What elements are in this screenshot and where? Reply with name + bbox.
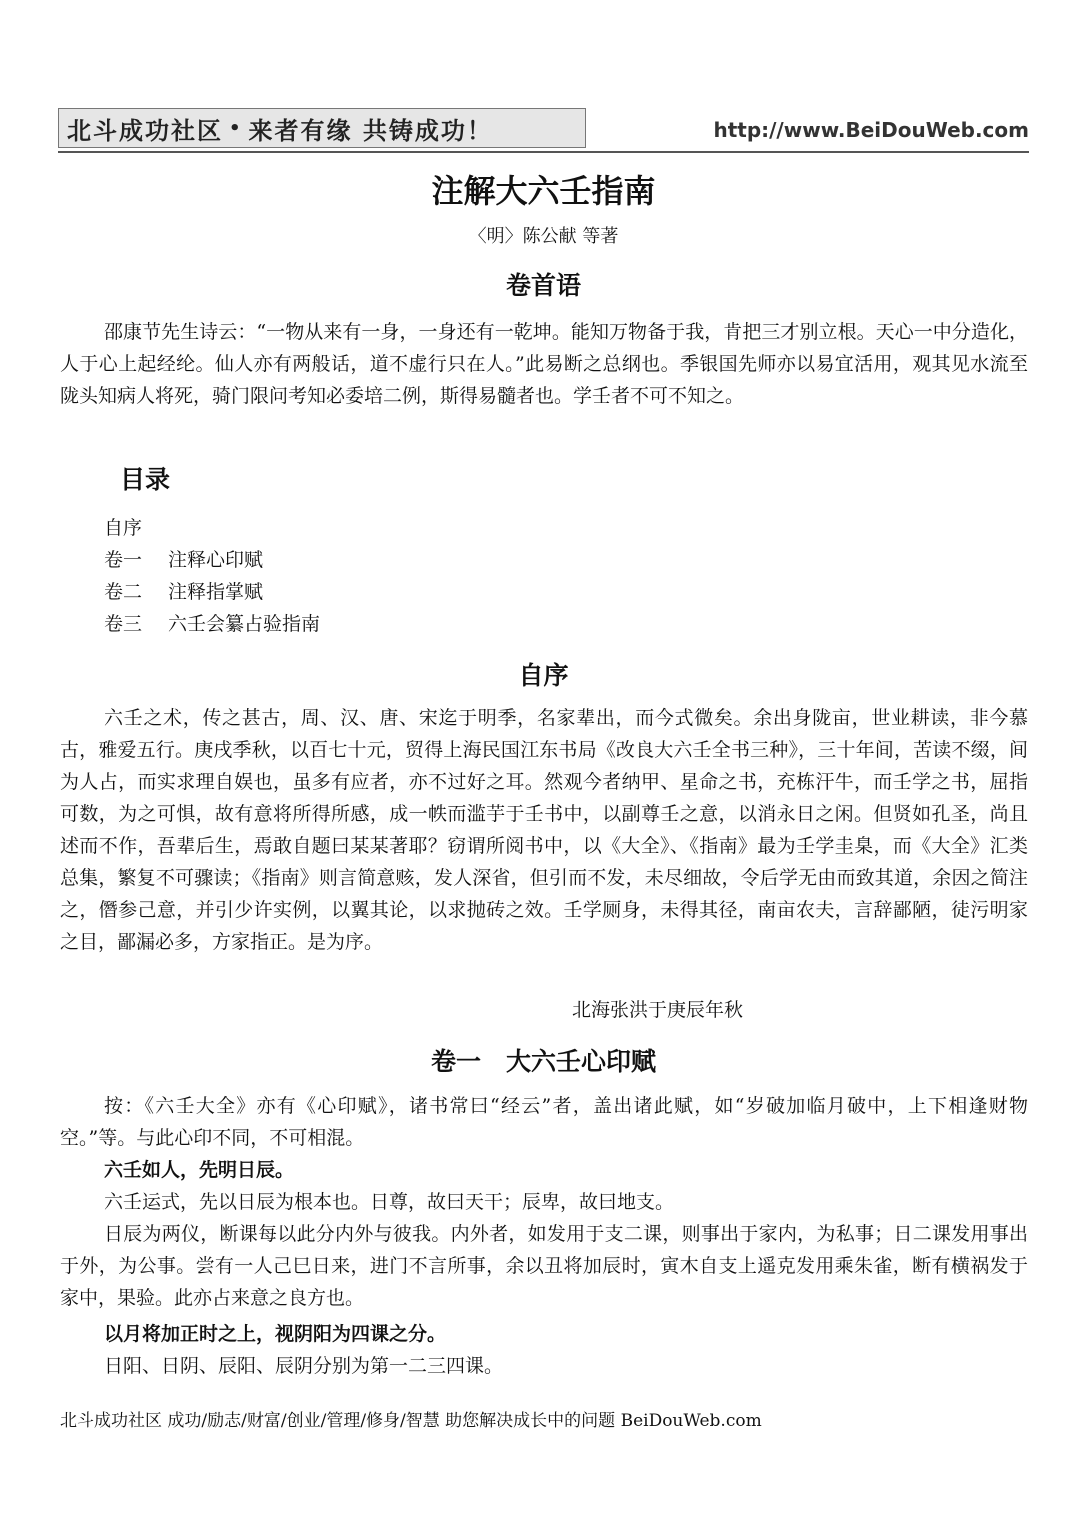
commentary-2: 日辰为两仪，断课每以此分内外与彼我。内外者，如发用于支二课，则事出于家内，为私事；日二课发用事出于外，为公事。尝有一人己巳日来，进门不言所事，余以丑将加辰时，寅木自支上遥克发用乘朱雀，断有横祸发于家中，果验。此亦占来意之良方也。 [60,1223,1028,1309]
page-title: 注解大六壬指南 [431,172,656,210]
toc-item[interactable]: 自序 [104,517,143,539]
chapter1-note: 按：《六壬大全》亦有《心印赋》，诸书常曰“经云”者，盖出诸此赋，如“岁破加临月破中，上下相逢财物空。”等。与此心印不同，不可相混。 [60,1095,1028,1149]
toc-item[interactable]: 卷三 六壬会纂占验指南 [104,613,321,635]
toc-item[interactable]: 卷二 注释指掌赋 [104,581,264,603]
preface-heading: 卷首语 [505,271,581,300]
banner-separator: • [229,117,243,139]
table-of-contents [104,512,320,640]
preface-signature: 北海张洪于庚辰年秋 [572,999,744,1021]
self-preface-paragraph: 六壬之术，传之甚古，周、汉、唐、宋迄于明季，名家辈出，而今式微矣。余出身陇亩，世业耕读，非今慕古，雅爱五行。庚戌季秋，以百七十元，贸得上海民国江东书局《改良大六壬全书三种》，三十年间，苦读不缀，间为人占，而实求理自娱也，虽多有应者，亦不过好之耳。然观今者纳甲、星命之书，充栋汗牛，而壬学之书，屈指可数，为之可惧，故有意将所得所感，成一帙而滥芋于壬书中，以副尊壬之意，以消永日之闲。但贤如孔圣，尚且述而不作，吾辈后生，焉敢自题曰某某著耶？窃谓所阅书中，以《大全》、《指南》最为壬学圭臬，而《大全》汇类总集，繁复不可骤读；《指南》则言简意赅，发人深省，但引而不发，未尽细故，令后学无由而致其道，余因之简注之，僭参己意，并引少许实例，以翼其论，以求抛砖之效。壬学厕身，未得其径，南亩农夫，言辞鄙陋，徒污明家之目，鄙漏必多，方家指正。是为序。 [60,707,1028,953]
preface-paragraph: 邵康节先生诗云：“一物从来有一身，一身还有一乾坤。能知万物备于我，肯把三才别立根。天心一中分造化，人于心上起经纶。仙人亦有两般话，道不虚行只在人。”此易断之总纲也。季银国先师亦以易宜活用，观其见水流至陇头知病人将死，骑门限问考知必委培二例，斯得易髓者也。学壬者不可不知之。 [60,321,1028,407]
banner-right-text: 来者有缘 共铸成功！ [248,116,493,145]
verse-line-2: 以月将加正时之上，视阴阳为四课之分。 [104,1323,447,1345]
author-line: 〈明〉陈公献 等著 [468,226,619,247]
commentary-1: 六壬运式，先以日辰为根本也。日尊，故曰天干；辰卑，故曰地支。 [104,1191,675,1213]
commentary-3: 日阳、日阴、辰阳、辰阴分别为第一二三四课。 [104,1355,504,1377]
header-banner [58,108,586,148]
self-preface-heading: 自序 [518,661,569,690]
header-divider [58,151,1029,153]
chapter1-heading: 卷一 大六壬心印赋 [430,1047,656,1076]
banner-left-text: 北斗成功社区 [67,116,223,145]
toc-item[interactable]: 卷一 注释心印赋 [104,549,264,571]
header-url: http://www.BeiDouWeb.com [713,118,1029,142]
toc-heading: 目录 [120,465,171,494]
page-footer: 北斗成功社区 成功/励志/财富/创业/管理/修身/智慧 助您解决成长中的问题 BeiDouWeb.com [60,1411,762,1431]
verse-line-1: 六壬如人，先明日辰。 [104,1159,295,1181]
